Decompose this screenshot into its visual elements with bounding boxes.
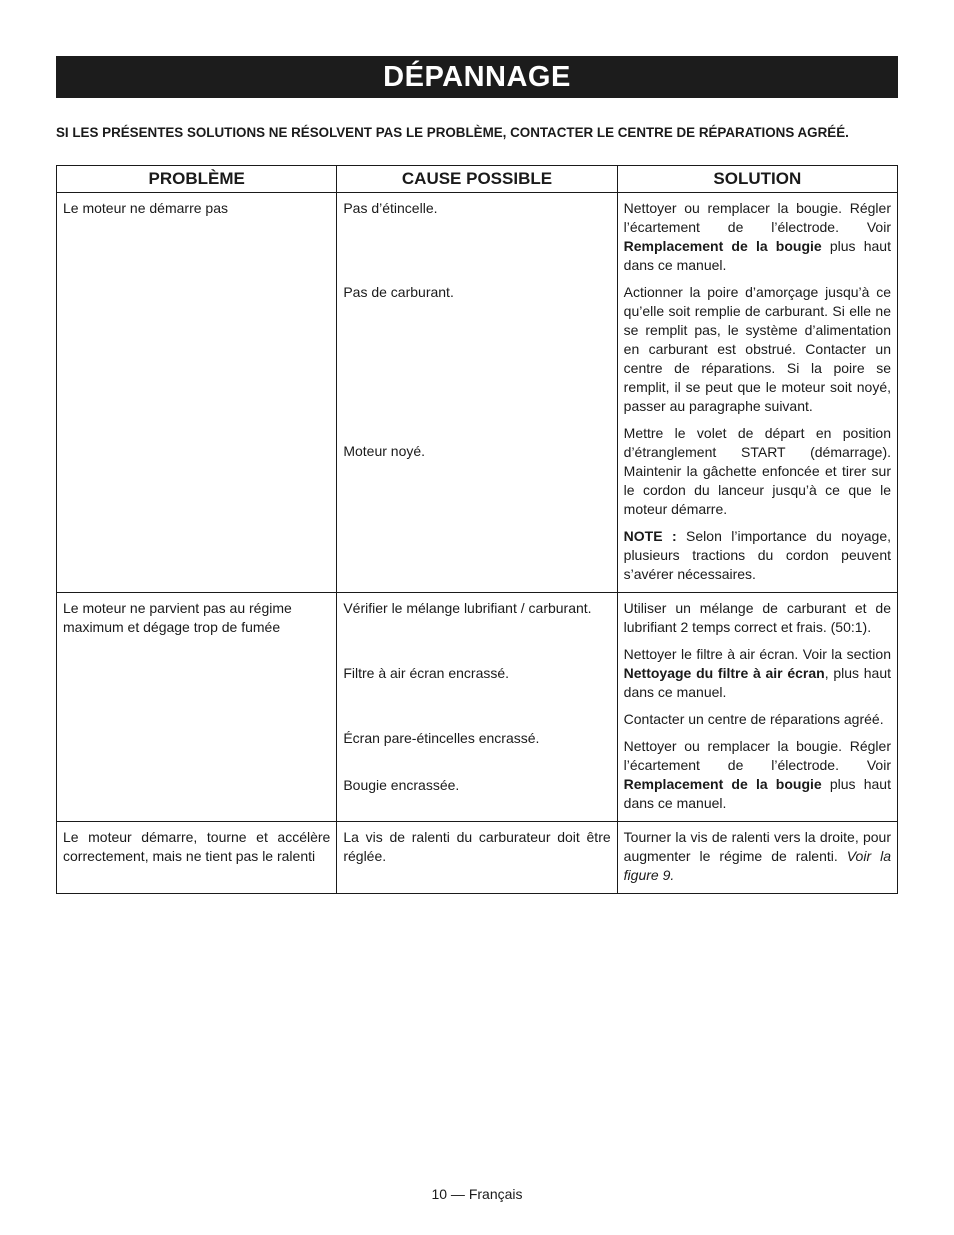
table-header-row	[57, 166, 898, 193]
table-row	[57, 593, 898, 822]
cause-text: Vérifier le mélange lubrifiant / carburant.	[343, 600, 592, 616]
solution-text: Actionner la poire d’amorçage jusqu’à ce qu’elle soit remplie de carburant. Si elle ne se remplit pas, le système d’alimentation en carburant est obstrué. Contacter un centre de réparations. Si la poire se remplit, il se peut que le moteur soit noyé, passer au paragraphe suivant.	[623, 284, 891, 414]
solution-text: Nettoyer le filtre à air écran. Voir la section Nettoyage du filtre à air écran, plus haut dans ce manuel.	[623, 646, 892, 700]
header-cause: CAUSE POSSIBLE	[337, 166, 617, 193]
troubleshooting-table	[56, 165, 898, 894]
table-row	[57, 822, 898, 894]
header-problem: PROBLÈME	[57, 166, 337, 193]
problem-text: Le moteur ne parvient pas au régime maximum et dégage trop de fumée	[63, 600, 292, 635]
page-footer: 10 — Français	[431, 1186, 523, 1202]
cause-cell	[337, 193, 617, 593]
cause-cell	[337, 593, 617, 822]
table-row	[57, 193, 898, 593]
problem-cell	[57, 593, 337, 822]
cause-text: Filtre à air écran encrassé.	[343, 665, 510, 681]
solution-note: NOTE : Selon l’importance du noyage, plusieurs tractions du cordon peuvent s’avérer nécessaires.	[623, 528, 891, 582]
solution-text: Tourner la vis de ralenti vers la droite, pour augmenter le régime de ralenti. Voir la figure 9.	[623, 829, 891, 883]
solution-cell	[617, 193, 897, 593]
cause-text: Écran pare-étincelles encrassé.	[343, 730, 540, 746]
problem-cell	[57, 193, 337, 593]
title-bar	[56, 56, 898, 98]
solution-text: Contacter un centre de réparations agréé.	[623, 711, 884, 727]
cause-text: Pas de carburant.	[343, 284, 454, 300]
page-title: DÉPANNAGE	[383, 61, 571, 93]
problem-text: Le moteur démarre, tourne et accélère correctement, mais ne tient pas le ralenti	[63, 829, 331, 864]
cause-text: Pas d’étincelle.	[343, 200, 438, 216]
problem-cell	[57, 822, 337, 894]
solution-cell	[617, 822, 897, 894]
header-solution: SOLUTION	[617, 166, 897, 193]
solution-text: Utiliser un mélange de carburant et de lubrifiant 2 temps correct et frais. (50:1).	[623, 600, 891, 635]
solution-text: Mettre le volet de départ en position d’étranglement START (démarrage). Maintenir la gâchette enfoncée et tirer sur le cordon du lanceur jusqu’à ce que le moteur démarre.	[623, 425, 891, 517]
cause-text: Moteur noyé.	[343, 443, 426, 459]
cause-cell	[337, 822, 617, 894]
warning-notice: SI LES PRÉSENTES SOLUTIONS NE RÉSOLVENT PAS LE PROBLÈME, CONTACTER LE CENTRE DE RÉPARATIONS AGRÉÉ.	[56, 125, 849, 140]
cause-text: Bougie encrassée.	[343, 777, 460, 793]
problem-text: Le moteur ne démarre pas	[63, 200, 228, 216]
solution-cell	[617, 593, 897, 822]
solution-text: Nettoyer ou remplacer la bougie. Régler l’écartement de l’électrode. Voir Remplacement de la bougie plus haut dans ce manuel.	[623, 200, 891, 273]
cause-text: La vis de ralenti du carburateur doit être réglée.	[343, 829, 611, 864]
solution-text: Nettoyer ou remplacer la bougie. Régler l’écartement de l’électrode. Voir Remplacement de la bougie plus haut dans ce manuel.	[623, 738, 891, 811]
